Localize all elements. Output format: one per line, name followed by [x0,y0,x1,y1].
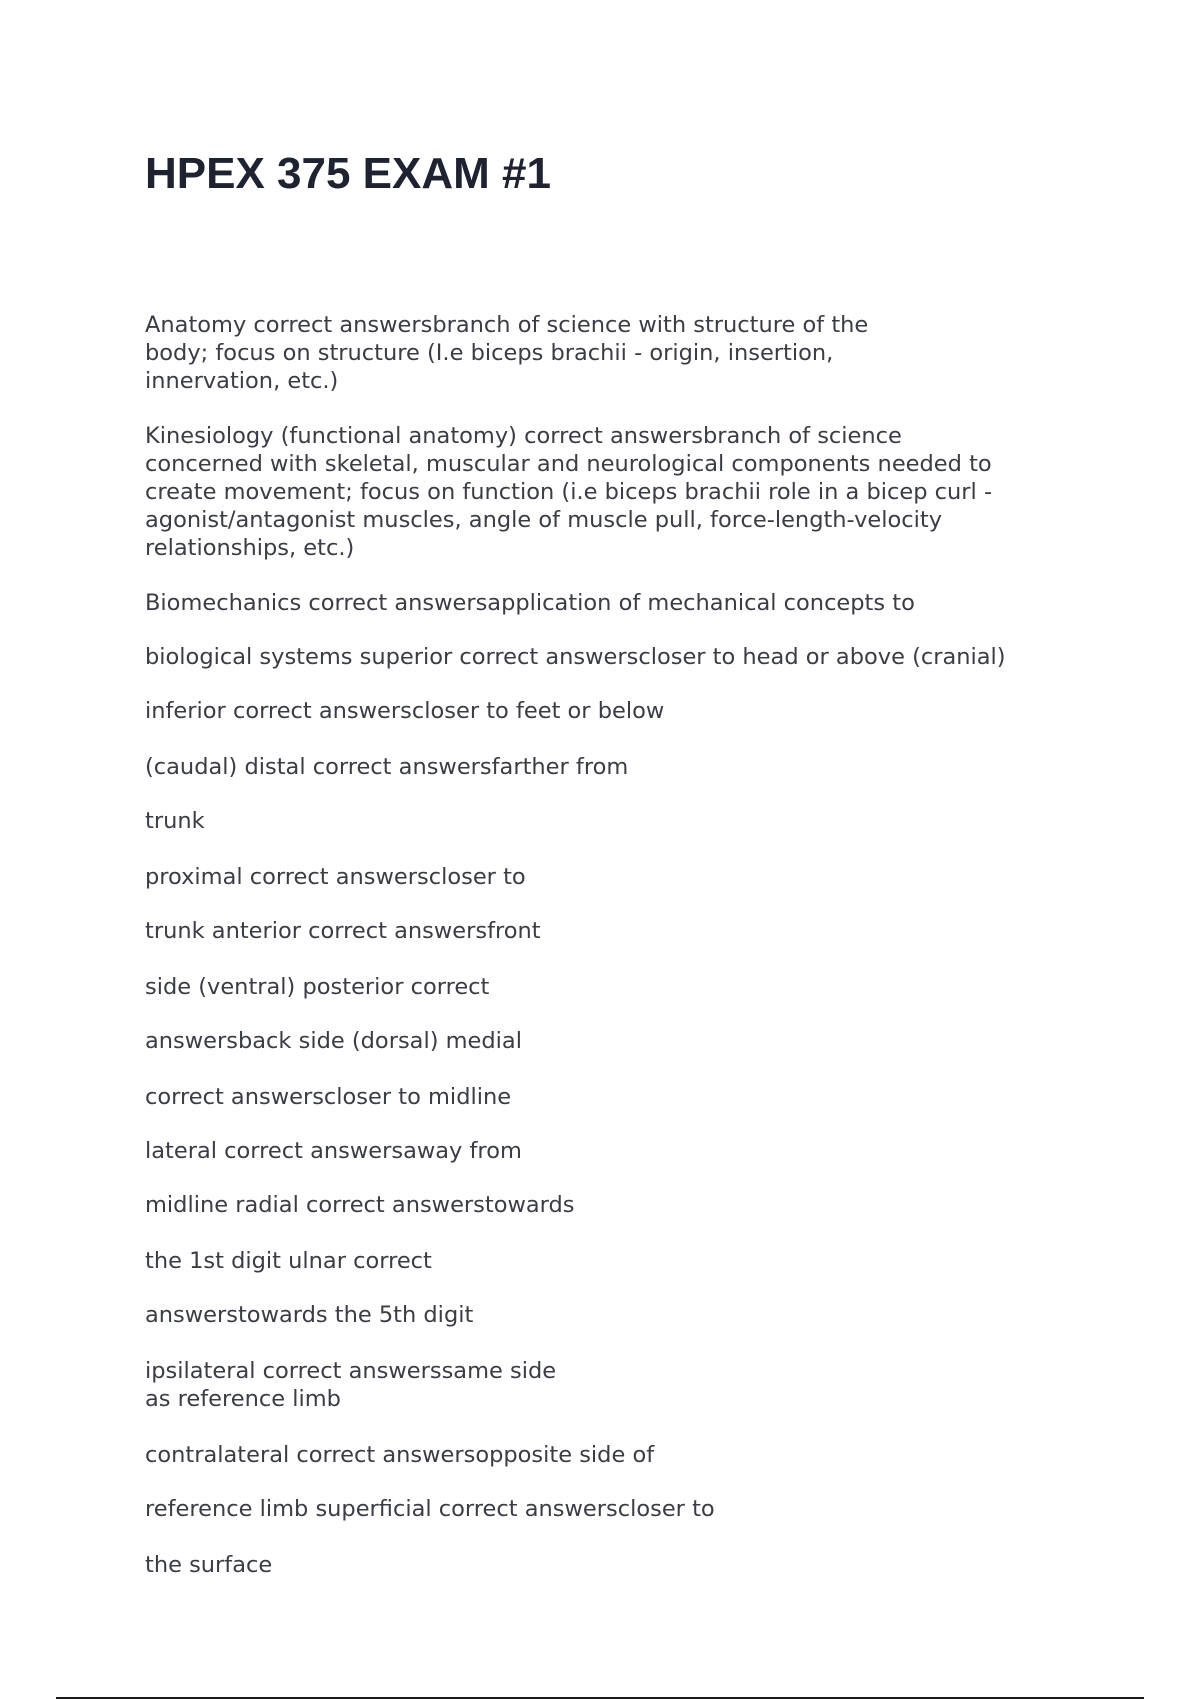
document-body [145,311,1105,1579]
paragraph-ulnar: the 1st digit ulnar correct [145,1248,432,1274]
paragraph-distal: (caudal) distal correct answersfarther from [145,754,629,780]
paragraph-biomechanics: Biomechanics correct answersapplication of mechanical concepts to [145,590,915,616]
paragraph-midline: correct answerscloser to midline [145,1084,512,1110]
paragraph-inferior: inferior correct answerscloser to feet or below [145,698,665,724]
paragraph-contralateral: contralateral correct answersopposite side of [145,1442,655,1468]
paragraph-5th-digit: answerstowards the 5th digit [145,1302,474,1328]
paragraph-superior: biological systems superior correct answerscloser to head or above (cranial) [145,644,1006,670]
paragraph-kinesiology: Kinesiology (functional anatomy) correct answersbranch of science concerned with skeletal, muscular and neurological components needed to create movement; focus on function (i.e biceps brachii role in a bicep curl - agonist/antagonist muscles, angle of muscle pull, force-length-velocity relationships, etc.) [145,423,993,561]
paragraph-proximal: proximal correct answerscloser to [145,864,526,890]
paragraph-lateral: lateral correct answersaway from [145,1138,522,1164]
paragraph-radial: midline radial correct answerstowards [145,1192,575,1218]
document-title: HPEX 375 EXAM #1 [145,149,551,198]
paragraph-superficial: reference limb superficial correct answerscloser to [145,1496,715,1522]
paragraph-medial: answersback side (dorsal) medial [145,1028,522,1054]
paragraph-posterior: side (ventral) posterior correct [145,974,490,1000]
paragraph-surface: the surface [145,1552,273,1578]
paragraph-anatomy: Anatomy correct answersbranch of science with structure of the body; focus on structure (I.e biceps brachii - origin, insertion, innervation, etc.) [145,312,869,394]
paragraph-trunk: trunk [145,808,205,834]
paragraph-anterior: trunk anterior correct answersfront [145,918,541,944]
paragraph-ipsilateral: ipsilateral correct answerssame side as reference limb [145,1358,557,1412]
footer-divider [56,1697,1144,1699]
